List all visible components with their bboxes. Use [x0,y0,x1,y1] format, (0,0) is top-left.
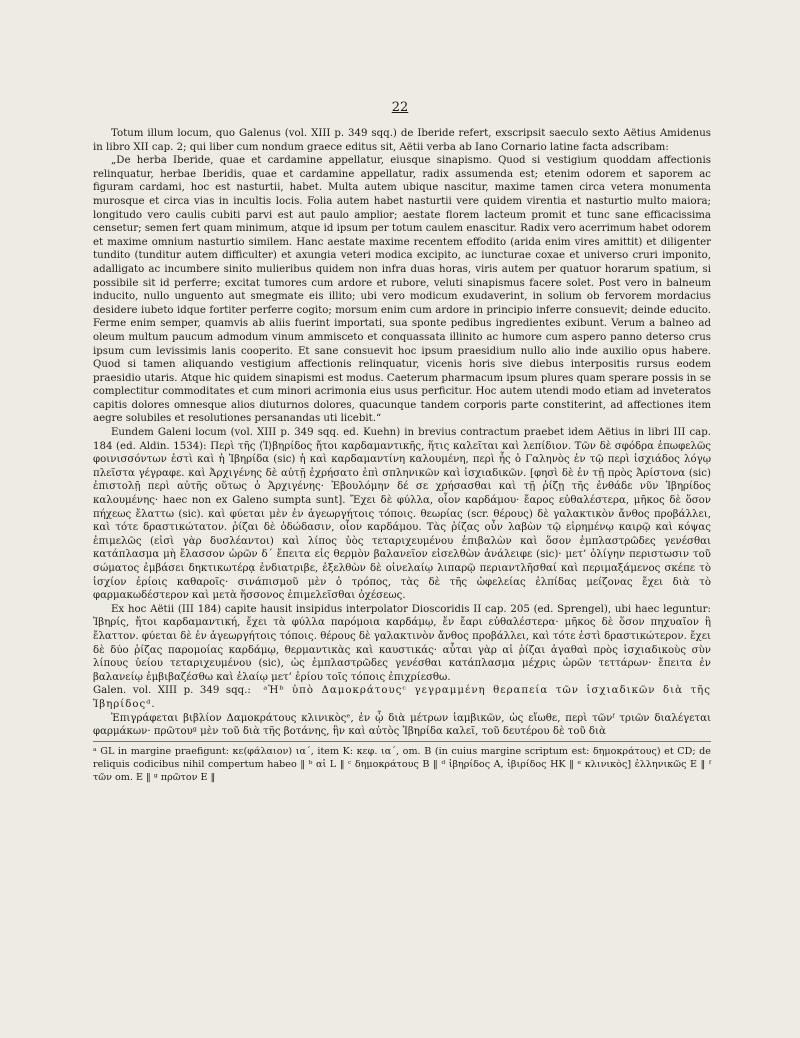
galen-heading [93,684,711,711]
page-number: 22 [391,100,409,115]
footnote-text: ᵃ GL in margine praefigunt: κε(φάλαιον) ια΄, item K: κεφ. ια΄, om. B (in cuius margine scriptum est: δημοκράτους) et CD; de reliquis codicibus nihil compertum habeo ‖ ᵇ αἱ L ‖ ᶜ δημοκράτους B ‖ ᵈ ἰβηρίδος A, ἰβιρίδος HK ‖ ᵉ κλινικὸς] ἑλληνικῶς E ‖ ᶠ τῶν om. E ‖ ᵍ πρῶτον E ‖ [93,745,711,783]
galen-reference: Galen. vol. XIII p. 349 sqq.: [93,685,251,697]
paragraph: Ex hoc Aëtii (III 184) capite hausit insipidus interpolator Dioscoridis II cap. 205 (ed. Sprengel), ubi haec leguntur: Ἰβηρίς, ἤτοι καρδαμαντική, ἔχει τὰ φύλλα παρόμοια καρδάμῳ, ἔν ἔαρι εὐθαλέστερα· μῆκος δὲ ὅσον πηχυαῖον ἢ ἔλαττον. φύεται δὲ ἐν ἀγεωργήτοις τόποις. θέρους δὲ γαλακτινὸν ἄνθος προβάλλει, καὶ τότε ἐστὶ δραστικώτερον. ἔχει δὲ δύο ῥίζας παρομοίας καρδάμῳ, θερμαντικὰς καὶ καυστικάς· αὗται γὰρ αἱ ῥίζαι ἀγαθαὶ πρὸς ἰσχιαδικοὺς σὺν λίπους ὑείου τεταριχευμένου (sic), ὡς ἐμπλαστρῶδες γενέσθαι κατάπλασμα μέχρις ὡρῶν τεττάρων· ἔπειτα ἐν βαλανείῳ ἐμβιβαζέσθω καὶ ἐλαίῳ μετ’ ἐρίου τοῖς τόποις ἐπιχρίεσθω. [93,603,711,683]
paragraph-quote: „De herba Iberide, quae et cardamine appellatur, eiusque sinapismo. Quod si vestigium quoddam affectionis relinquatur, herbae Iberidis, quae et cardamine appellatur, radix assumenda est; etenim odorem et saporem ac figuram cardami, hoc est nasturtii, habet. Multa autem ubique nascitur, maxime tamen circa vetera monumenta murosque et circa vias in incultis locis. Folia autem habet nasturtii vere quidem virentia et nasturtio multo maiora; longitudo vero caulis cubiti parvi est aut paulo amplior; aestate florem lacteum promit et tunc sane efficacissima censetur; semen fert quam minimum, atque id ipsum per totum caulem enascitur. Radix vero acerrimum habet odorem et maxime omnium nasturtio similem. Hanc aestate maxime recentem effodito (arida enim vires amittit) et diligenter tundito (tunditur autem difficulter) et axungia veteri modica excipito, ac iuncturae coxae et universo cruri imponito, adalligato ac incumbere sinito mulieribus quidem non infra duas horas, viris autem per quatuor horarum spatium, si possibile sit id perferre; excitat tumores cum ardore et rubore, veluti sinapismus facere solet. Post vero in balneum inducito, nullo unguento aut smegmate eis illito; ubi vero modicum exudaverint, in solium ob fervorem mordacius desidere iubeto idque fortiter perferre cogito; morsum enim cum ardore in principio inferre consuevit; deinde educito. Ferme enim semper, quamvis ab aliis fuerint importati, sua sponte pedibus ingredientes exibunt. Verum a balneo ad oleum multum paucum admodum vinum ammisceto et conquassata illinito ac humore cum aspero panno deterso crus ipsum cum levissimis lanis cooperito. Et sane consuevit hoc ipsum praesidium nullo alio inde auxilio opus habere. Quod si tamen aliquando vestigium affectionis relinquatur, vicenis horis sive diebus interpositis rursus eodem praesidio utaris. Atque hic quidem sinapismi est modus. Caeterum pharmacum ipsum plures quam sperare possis in se complectitur commoditates et cum minori acrimonia eius usus perficitur. Hoc autem utendi modo etiam ad inveteratos capitis dolores omnesque alios diuturnos dolores, quacunque tandem corporis parte constiterint, ad affectiones item aegre solubiles et resolutiones persanandas uti licebit.“ [93,155,711,425]
paragraph: Eundem Galeni locum (vol. XIII p. 349 sqq. ed. Kuehn) in brevius contractum praebet idem Aëtius in libri III cap. 184 (ed. Aldin. 1534): Περὶ τῆς ⟨Ἰ⟩βηρίδος ἤτοι καρδαμαντικῆς, ἥτις καλεῖται καὶ λεπίδιον. Τῶν δὲ σφόδρα ἐπωφελῶς φοινισσόντων ἐστὶ καὶ ἡ Ἰβηρίδα (sic) ἡ καὶ καρδαμαντίνη καλουμένη, περὶ ἧς ὁ Γαληνὸς ἐν τῷ περὶ ἰσχιάδος λόγῳ πλεῖστα γέγραφε. καὶ Ἀρχιγένης δὲ αὐτῇ ἐχρήσατο ἐπὶ σπληνικῶν καὶ ἰσχιαδικῶν. [φησὶ δὲ ἐν τῇ πρὸς Ἀρίστονα (sic) ἐπιστολῇ περὶ αὐτῆς οὕτως ὁ Ἀρχιγένης· Ἐβουλόμην δέ σε χρήσασθαι καὶ τῇ ῥίζῃ τῆς ἐνθάδε νῦν Ἰβηρίδος καλουμένης· haec non ex Galeno sumpta sunt]. Ἔχει δὲ φύλλα, οἷον καρδάμου· ἔαρος εὐθαλέστερα, μῆκος δὲ ὅσον πήχεως ἔλαττω (sic). καὶ φύεται μὲν ἐν ἀγεωργήτοις τόποις. θεωρίας (scr. θέρους) δὲ γαλακτικὸν ἄνθος προβάλλει, καὶ τότε δραστικώτατον. ῥίζαι δὲ ὀδώδασιν, οἷον καρδάμου. Τὰς ῥίζας οὖν λαβὼν τῷ εἰρημένῳ καιρῷ καὶ κόψας ἐπιμελῶς (εἰσὶ γὰρ δυσλέαντοι) καὶ λίπος ὑὸς τεταριχευμένου ἐπιβαλὼν καὶ ὅσον ἐμπλαστρῶδες γενέσθαι κατάπλασμα μὴ ἔλασσον ὡρῶν δ΄ ἔπειτα εἰς θερμὸν βαλανεῖον εἰσελθὼν ἀνάλειφε (sic)· μετ’ ὀλίγην περιστωσιν τοῦ σώματος ἐμβάσει δηκτικωτέρᾳ ἐνδιατριβε, ἐξελθὼν δὲ οἰνελαίῳ λιπαρῷ περιαντλῆσθαί καὶ περιμαξάμενος σκέπε τὸ ἰσχίον ἐρίοις καθαροῖς· σινάπισμοῦ μὲν ὁ τρόπος, τὰς δὲ τῆς ὠφελείας ἐλπίδας μείζονας ἔχει διὰ τὸ φαρμακωδέστερον καὶ μετὰ ἥσσονος ἐπιμελεῖσθαι ὀχέσεως. [93,427,711,602]
galen-title: ᵃἩᵇ ὑπὸ Δαμοκράτουςᶜ γεγραμμένη θεραπεία τῶν ἰσχιαδικῶν διὰ τῆς Ἰβηρίδοςᵈ. [93,685,711,710]
main-text [93,127,711,784]
galen-text: Ἐπιγράφεται βιβλίον Δαμοκράτους κλινικὸςᵉ, ἐν ᾧ διὰ μέτρων ἰαμβικῶν, ὡς εἴωθε, περὶ τῶνᶠ τριῶν διαλέγεται φαρμάκων· πρῶτουᵍ μὲν τοῦ διὰ τῆς βοτάνης, ἣν καὶ αὐτὸς Ἰβηρίδα καλεῖ, τοῦ δευτέρου δὲ τοῦ διὰ [93,712,711,738]
paragraph: Totum illum locum, quo Galenus (vol. XIII p. 349 sqq.) de Iberide refert, exscripsit saeculo sexto Aëtius Amidenus in libro XII cap. 2; qui liber cum nondum graece editus sit, Aëtii verba ab Iano Cornario latine facta adscribam: [93,128,711,153]
footnotes [93,741,711,784]
